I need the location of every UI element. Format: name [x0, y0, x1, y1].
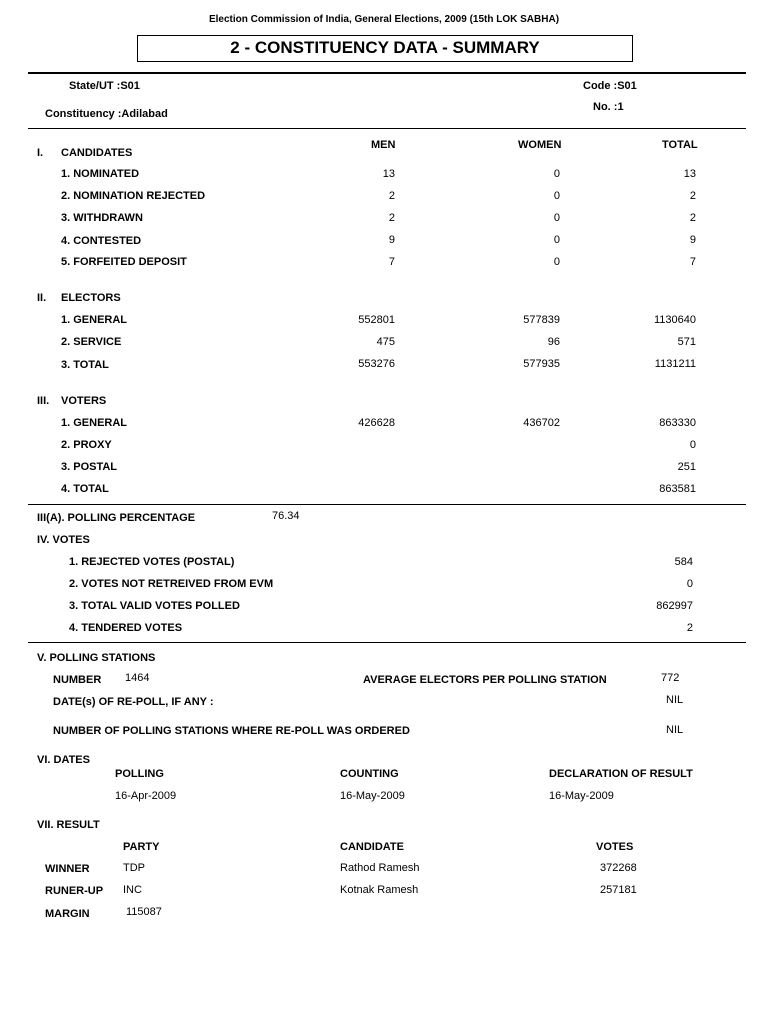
constituency-name: Constituency :Adilabad	[45, 108, 168, 120]
women-value: 0	[553, 234, 560, 246]
total-value: 1131211	[654, 358, 696, 370]
women-value: 577839	[523, 314, 560, 326]
average-electors-label: AVERAGE ELECTORS PER POLLING STATION	[363, 674, 607, 686]
average-electors-value: 772	[661, 672, 680, 684]
polling-percentage-label: III(A). POLLING PERCENTAGE	[37, 512, 196, 524]
column-total: TOTAL	[662, 139, 698, 151]
section-heading-votes: IV. VOTES	[37, 534, 90, 546]
state-code: Code :S01	[583, 80, 637, 92]
men-value: 13	[382, 168, 395, 180]
total-value: 13	[683, 168, 696, 180]
row-label: 3. WITHDRAWN	[61, 212, 143, 224]
women-value: 436702	[523, 417, 560, 429]
winner-party: TDP	[123, 862, 145, 874]
row-label: 2. PROXY	[61, 439, 112, 451]
column-women: WOMEN	[518, 139, 562, 151]
section-heading-dates: VI. DATES	[37, 754, 90, 766]
polling-stations-number-value: 1464	[125, 672, 150, 684]
row-label: 1. GENERAL	[61, 314, 128, 326]
row-label: 2. NOMINATION REJECTED	[61, 190, 206, 202]
counting-date-label: COUNTING	[340, 768, 399, 780]
women-value: 0	[553, 256, 560, 268]
runner-up-label: RUNER-UP	[45, 885, 104, 897]
candidate-column-label: CANDIDATE	[340, 841, 404, 853]
row-label: 4. TOTAL	[61, 483, 109, 495]
total-value: 7	[689, 256, 696, 268]
total-value: 0	[689, 439, 696, 451]
row-label: 2. VOTES NOT RETREIVED FROM EVM	[69, 578, 274, 590]
section-heading-polling-stations: V. POLLING STATIONS	[37, 652, 156, 664]
total-value: 251	[677, 461, 696, 473]
men-value: 553276	[358, 358, 395, 370]
margin-value: 115087	[126, 906, 162, 918]
total-value: 584	[674, 556, 693, 568]
winner-candidate: Rathod Ramesh	[340, 862, 420, 874]
section-heading-candidates: CANDIDATES	[61, 147, 133, 159]
row-label: 3. TOTAL	[61, 359, 109, 371]
men-value: 2	[388, 212, 395, 224]
men-value: 2	[388, 190, 395, 202]
total-value: 2	[689, 190, 696, 202]
counting-date: 16-May-2009	[340, 790, 405, 802]
divider	[28, 504, 746, 505]
polling-stations-number-label: NUMBER	[53, 674, 102, 686]
section-number: I.	[37, 147, 44, 159]
margin-label: MARGIN	[45, 908, 90, 920]
row-label: 3. TOTAL VALID VOTES POLLED	[69, 600, 240, 612]
men-value: 7	[388, 256, 395, 268]
polling-date-label: POLLING	[115, 768, 164, 780]
row-label: 4. TENDERED VOTES	[69, 622, 183, 634]
total-value: 9	[689, 234, 696, 246]
document-top-title: Election Commission of India, General Elections, 2009 (15th LOK SABHA)	[208, 14, 560, 25]
repoll-dates-value: NIL	[666, 694, 684, 706]
declaration-date: 16-May-2009	[549, 790, 614, 802]
women-value: 577935	[523, 358, 560, 370]
section-heading-voters: VOTERS	[61, 395, 107, 407]
runner-up-votes: 257181	[600, 884, 637, 896]
women-value: 0	[553, 212, 560, 224]
total-value: 863330	[659, 417, 696, 429]
section-heading-electors: ELECTORS	[61, 292, 121, 304]
section-number: III.	[37, 395, 50, 407]
men-value: 552801	[358, 314, 395, 326]
state-ut: State/UT :S01	[69, 80, 140, 92]
column-men: MEN	[371, 139, 396, 151]
divider	[28, 642, 746, 643]
section-number: II.	[37, 292, 47, 304]
row-label: 1. REJECTED VOTES (POSTAL)	[69, 556, 235, 568]
women-value: 0	[553, 190, 560, 202]
divider	[28, 128, 746, 129]
men-value: 475	[376, 336, 395, 348]
repoll-count-value: NIL	[666, 724, 684, 736]
total-value: 0	[686, 578, 693, 590]
women-value: 0	[553, 168, 560, 180]
men-value: 426628	[358, 417, 395, 429]
constituency-number: No. :1	[593, 101, 624, 113]
runner-up-party: INC	[123, 884, 142, 896]
winner-label: WINNER	[45, 863, 90, 875]
men-value: 9	[388, 234, 395, 246]
runner-up-candidate: Kotnak Ramesh	[340, 884, 419, 896]
total-value: 571	[677, 336, 696, 348]
page-title: 2 - CONSTITUENCY DATA - SUMMARY	[137, 35, 633, 62]
row-label: 4. CONTESTED	[61, 235, 142, 247]
polling-percentage-value: 76.34	[272, 510, 300, 522]
row-label: 1. GENERAL	[61, 417, 128, 429]
repoll-dates-label: DATE(s) OF RE-POLL, IF ANY :	[53, 696, 214, 708]
repoll-count-label: NUMBER OF POLLING STATIONS WHERE RE-POLL WAS ORDERED	[53, 725, 410, 737]
row-label: 2. SERVICE	[61, 336, 122, 348]
polling-date: 16-Apr-2009	[115, 790, 177, 802]
total-value: 863581	[659, 483, 696, 495]
row-label: 3. POSTAL	[61, 461, 118, 473]
total-value: 1130640	[653, 314, 696, 326]
section-heading-result: VII. RESULT	[37, 819, 100, 831]
winner-votes: 372268	[600, 862, 637, 874]
divider	[28, 72, 746, 74]
total-value: 2	[686, 622, 693, 634]
row-label: 5. FORFEITED DEPOSIT	[61, 256, 187, 268]
votes-column-label: VOTES	[596, 841, 634, 853]
declaration-date-label: DECLARATION OF RESULT	[549, 768, 693, 780]
party-column-label: PARTY	[123, 841, 160, 853]
total-value: 862997	[656, 600, 693, 612]
women-value: 96	[547, 336, 560, 348]
total-value: 2	[689, 212, 696, 224]
row-label: 1. NOMINATED	[61, 168, 140, 180]
